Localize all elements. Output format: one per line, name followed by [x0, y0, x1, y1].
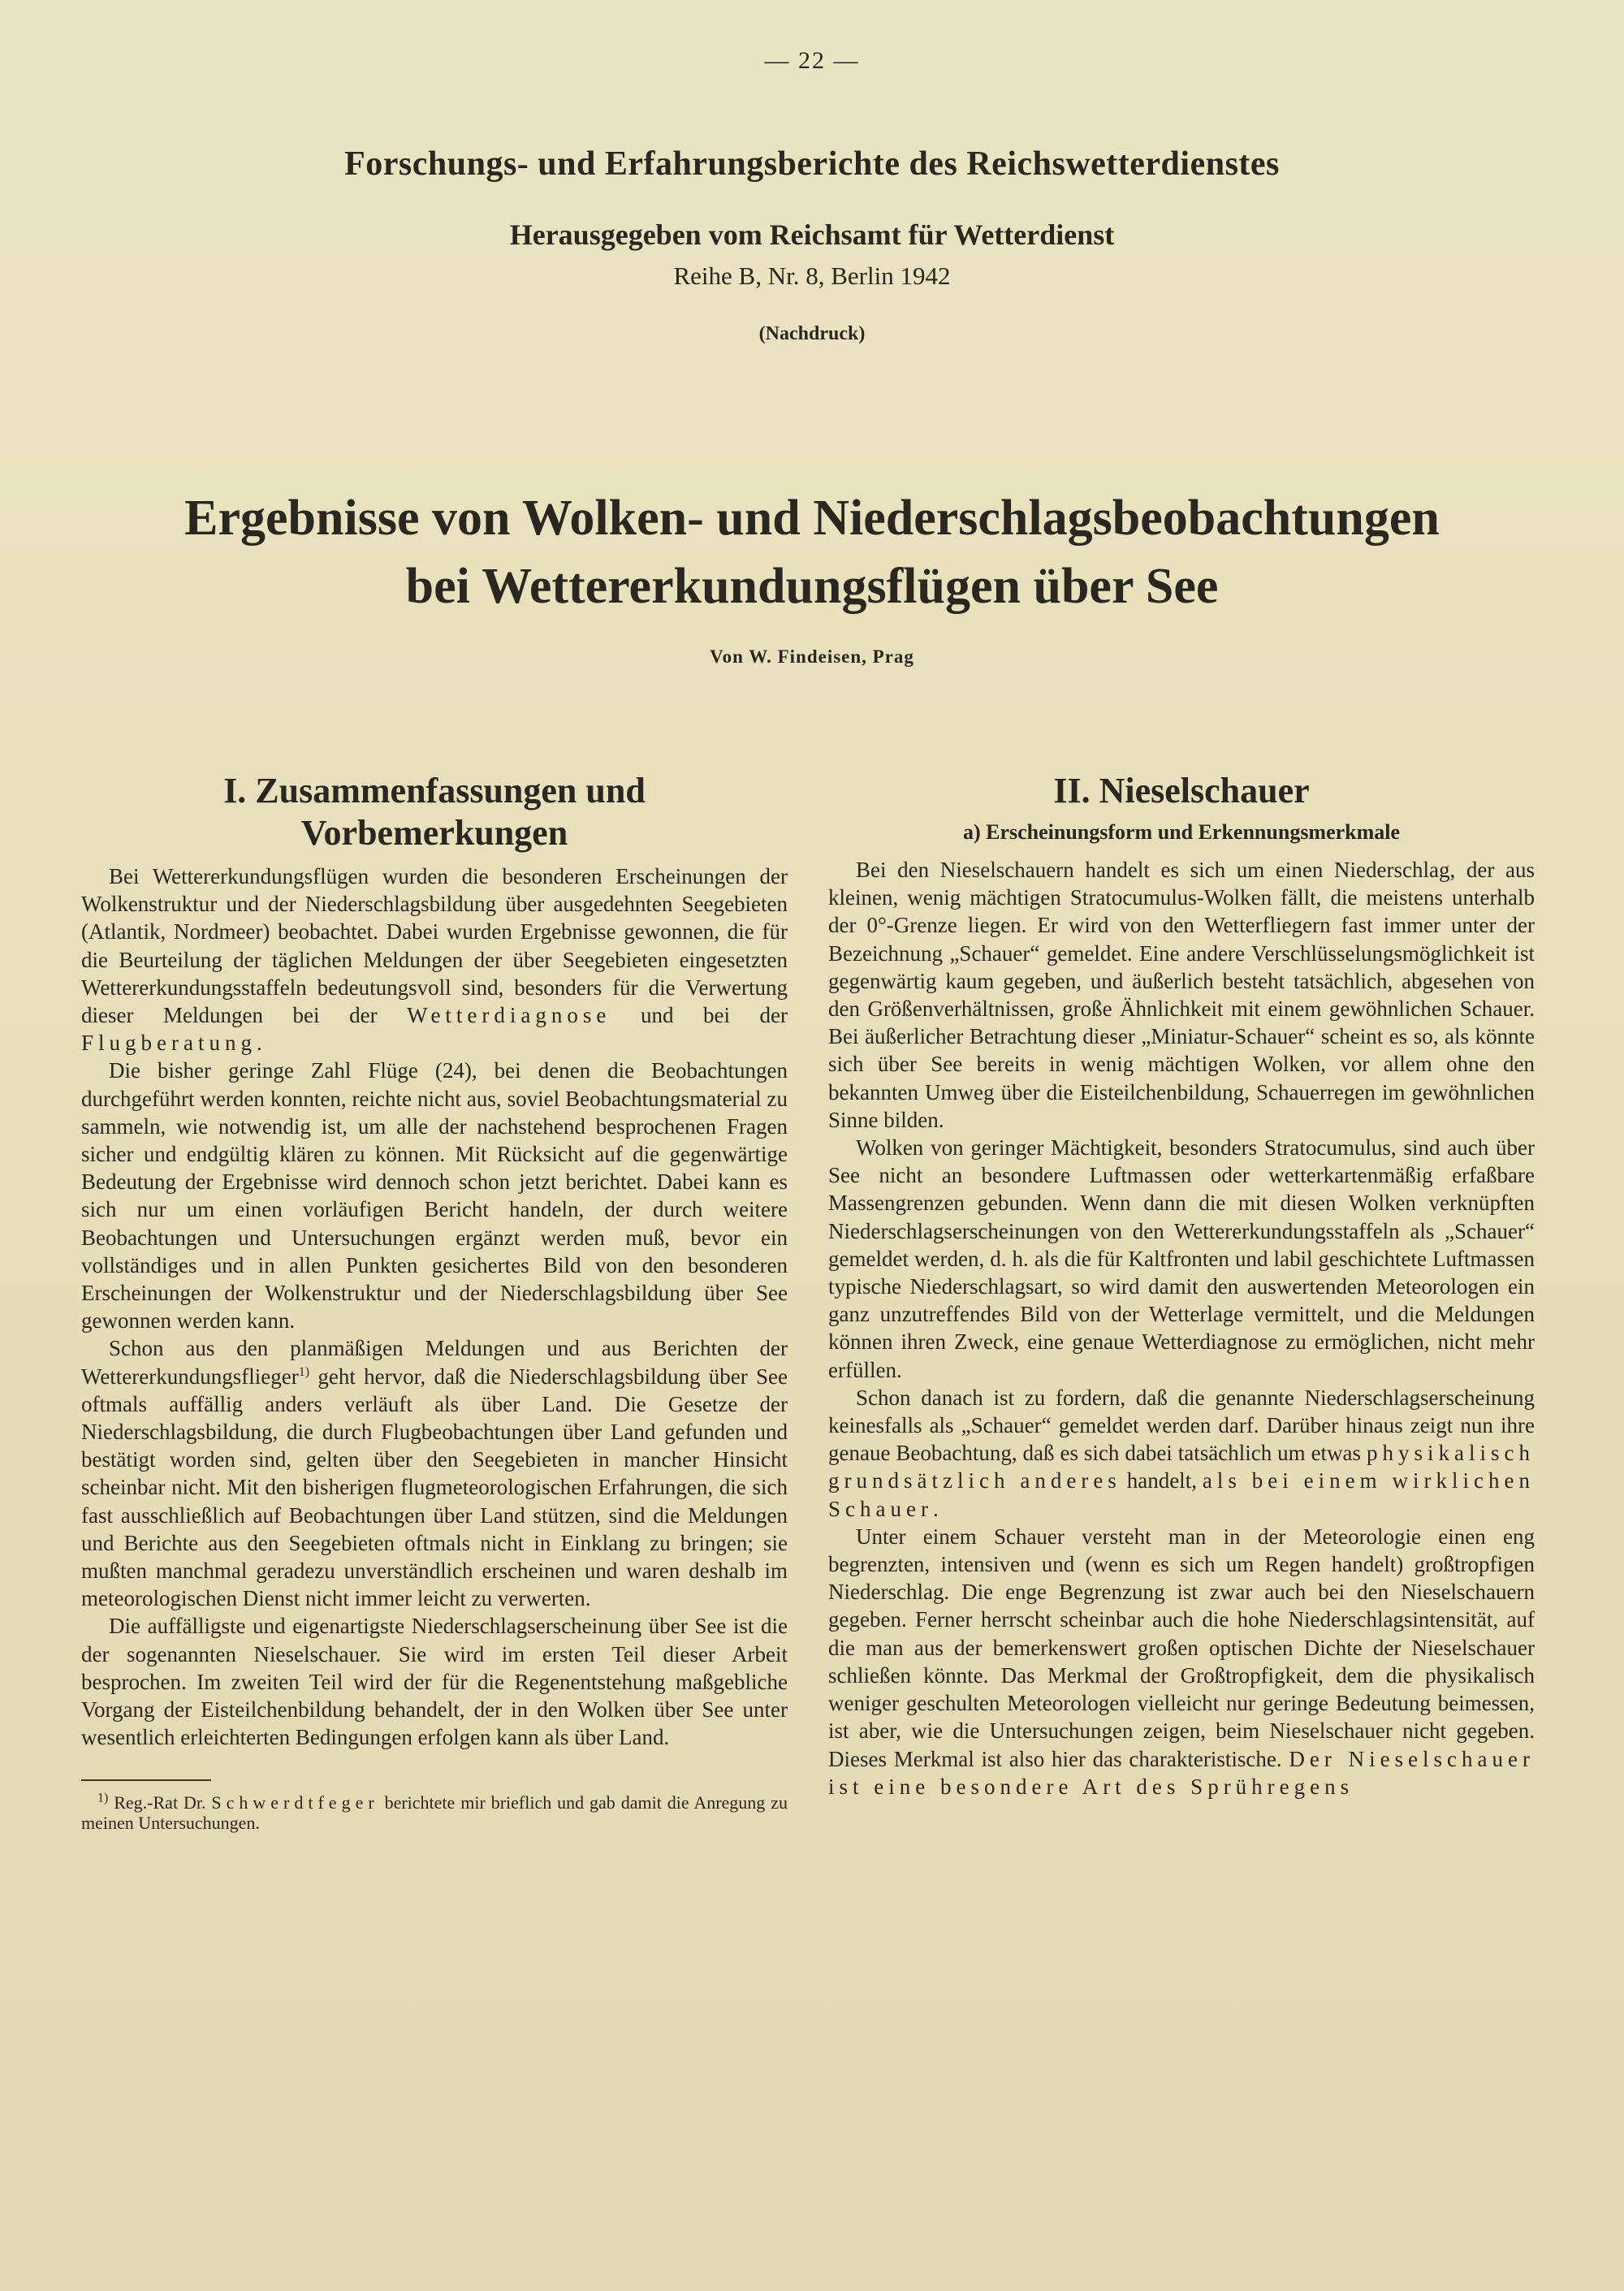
paragraph-text: . — [256, 1031, 262, 1056]
section-2-subheading: a) Erscheinungsform und Erkennungsmerkmale — [962, 820, 1401, 844]
emphasis-text: Flugberatung — [81, 1031, 257, 1056]
paragraph-text: und bei der — [611, 1003, 788, 1028]
series-title: Forschungs- und Erfahrungsberichte des Reichswetterdienstes — [344, 145, 1280, 183]
paragraph-text: Bei Wettererkundungsflügen wurden die besonderen Erscheinungen der Wolkenstruktur und der Niederschlagsbildung über ausgedehnten Seegebieten (Atlantik, Nordmeer) beobachtet. Dabei wurden Ergebnisse gewonnen, die für die Beurteilung der täglichen Meldungen der über Seegebieten eingesetzten Wettererkundungsstaffeln bedeutungsvoll sind, besonders für die Verwertung dieser Meldungen bei der — [81, 864, 788, 1028]
paragraph-text: . — [932, 1496, 939, 1521]
section-1-heading-line-1: I. Zusammenfassungen und — [223, 771, 646, 810]
section-1-heading — [81, 770, 788, 854]
footnote-text: Reg.-Rat Dr. — [108, 1792, 212, 1813]
publisher-line: Herausgegeben vom Reichsamt für Wetterdienst — [509, 218, 1115, 251]
footnote-text: berichtete mir brieflich und gab damit die Anregung zu meinen Untersuchungen. — [81, 1792, 788, 1833]
paragraph-text: Schon aus den planmäßigen Meldungen und aus Berichten der Wettererkundungsflieger — [81, 1336, 788, 1389]
emphasis-text: physikalisch grundsätzlich anderes — [828, 1441, 1535, 1493]
section-2-paragraph-3 — [828, 1384, 1535, 1523]
section-2-paragraph-1: Bei den Nieselschauern handelt es sich um einen Niederschlag, der aus kleinen, wenig mächtigen Stratocumulus-Wolken fällt, die meistens unterhalb der 0°-Grenze liegen. Er wird von den Wetterfliegern fast immer unter der Bezeichnung „Schauer“ gemeldet. Eine andere Verschlüsselungsmöglichkeit ist gegenwärtig kaum gegeben, und äußerlich besteht tatsächlich, abgesehen von den Größenverhältnissen, große Ähnlichkeit mit einem gewöhnlichen Schauer. Bei äußerlicher Betrachtung dieser „Miniatur-Schauer“ scheint es so, als könnte sich über See bereits in wenig mächtigen Wolken, vor allem ohne den bekannten Umweg über die Eisteilchenbildung, Schauerregen im gewöhnlichen Sinne bilden. — [828, 858, 1535, 1132]
section-1-paragraph-3 — [81, 1334, 788, 1612]
footnote-reference: 1) — [298, 1364, 310, 1379]
section-2-paragraph-4 — [828, 1523, 1535, 1800]
emphasis-text: als bei einem wirklichen Schauer — [828, 1468, 1535, 1521]
section-2-paragraph-2: Wolken von geringer Mächtigkeit, besonders Stratocumulus, sind auch über See nicht an besondere Luftmassen oder wetterkartenmäßig erfaßbare Massengrenzen gebunden. Wenn dann die mit diesen Wolken verknüpften Niederschlagserscheinungen von den Wettererkundungsstaffeln als „Schauer“ gemeldet werden, d. h. als die für Kaltfronten und labil geschichtete Luftmassen typische Niederschlagsart, so wird damit den auswertenden Meteorologen ein ganz unzutreffendes Bild von der Wetterlage vermittelt, und die Meldungen können ihren Zweck, eine genaue Wetterdiagnose zu ermöglichen, nicht mehr erfüllen. — [828, 1135, 1535, 1382]
footnote-divider — [81, 1779, 211, 1781]
article-title-line-1: Ergebnisse von Wolken- und Niederschlagsbeobachtungen — [184, 491, 1440, 546]
series-info: Reihe B, Nr. 8, Berlin 1942 — [673, 262, 951, 290]
page-number: — 22 — — [764, 47, 860, 74]
section-1-paragraph-4: Die auffälligste und eigenartigste Niederschlagserscheinung über See ist die der sogenannten Nieselschauer. Sie wird im ersten Teil dieser Arbeit besprochen. Im zweiten Teil wird der für die Regenentstehung maßgebliche Vorgang der Eisteilchenbildung behandelt, der in den Wolken über See unter wesentlich erleichterten Bedingungen erfolgen kann als über Land. — [81, 1614, 788, 1750]
paragraph-text: Unter einem Schauer versteht man in der Meteorologie einen eng begrenzten, intensiven und (wenn es sich um Regen handelt) großtropfigen Niederschlag. Die enge Begrenzung ist zwar auch bei den Nieselschauern gegeben. Ferner herrscht scheinbar auch die hohe Niederschlagsintensität, auf die man aus der bemerkenswert großen optischen Dichte der Nieselschauer schließen könnte. Das Merkmal der Großtropfigkeit, dem die physikalisch weniger geschulten Meteorologen vielleicht nur geringe Bedeutung beimessen, ist aber, wie die Untersuchungen zeigen, beim Nieselschauer nicht gegeben. Dieses Merkmal ist also hier das charakteristische. — [828, 1524, 1535, 1771]
emphasis-text: Der Nieselschauer ist eine besondere Art des Sprühregens — [828, 1746, 1535, 1799]
paragraph-text: Schon danach ist zu fordern, daß die genannte Niederschlagserscheinung keinesfalls als „Schauer“ gemeldet werden darf. Darüber hinaus zeigt nun ihre genaue Beobachtung, daß es sich dabei tatsächlich um etwas — [828, 1385, 1535, 1466]
article-title — [0, 484, 1624, 620]
emphasis-text: Wetterdiagnose — [407, 1003, 611, 1028]
article-title-line-2: bei Wettererkundungsflügen über See — [405, 559, 1219, 614]
paragraph-text: handelt, — [1121, 1468, 1203, 1493]
section-1-heading-line-2: Vorbemerkungen — [300, 813, 568, 853]
left-column — [81, 770, 788, 1833]
section-1-paragraph-1 — [81, 862, 788, 1057]
reprint-note: (Nachdruck) — [758, 323, 866, 344]
author-line: Von W. Findeisen, Prag — [710, 646, 914, 667]
footnote-mark: 1) — [97, 1791, 109, 1805]
paragraph-text: geht hervor, daß die Niederschlagsbildung über See oftmals auffällig anders verläuft als über Land. Die Gesetze der Niederschlagsbildung, die durch Flugbeobachtungen über Land gefunden und bestätigt worden sind, gelten über den Seegebieten in mancher Hinsicht scheinbar nicht. Mit den bisherigen flugmeteorologischen Erfahrungen, die sich fast ausschließlich auf Beobachtungen über Land stützen, sind die Meldungen und Berichte aus den Seegebieten oftmals nicht in Einklang zu bringen; sie mußten manchmal geradezu unverständlich erscheinen und waren deshalb im meteorologischen Dienst nicht immer leicht zu verwerten. — [81, 1364, 788, 1611]
footnote-name: Schwerdtfeger — [211, 1792, 379, 1813]
right-column — [828, 770, 1535, 1800]
section-2-heading: II. Nieselschauer — [1053, 771, 1310, 810]
footnote — [81, 1792, 788, 1833]
section-1-paragraph-2: Die bisher geringe Zahl Flüge (24), bei denen die Beobachtungen durchgeführt werden konnten, reichte nicht aus, soviel Beobachtungsmaterial zu sammeln, wie notwendig ist, um alle der nachstehend besprochenen Fragen sicher und endgültig klären zu können. Mit Rücksicht auf die gegenwärtige Bedeutung der Ergebnisse wird dennoch schon jetzt berichtet. Dabei kann es sich nur um einen vorläufigen Bericht handeln, der durch weitere Beobachtungen und Untersuchungen ergänzt werden muß, bevor ein vollständiges und in allen Punkten gesichertes Bild von den besonderen Erscheinungen der Wolkenstruktur und der Niederschlagsbildung über See gewonnen werden kann. — [81, 1058, 788, 1334]
